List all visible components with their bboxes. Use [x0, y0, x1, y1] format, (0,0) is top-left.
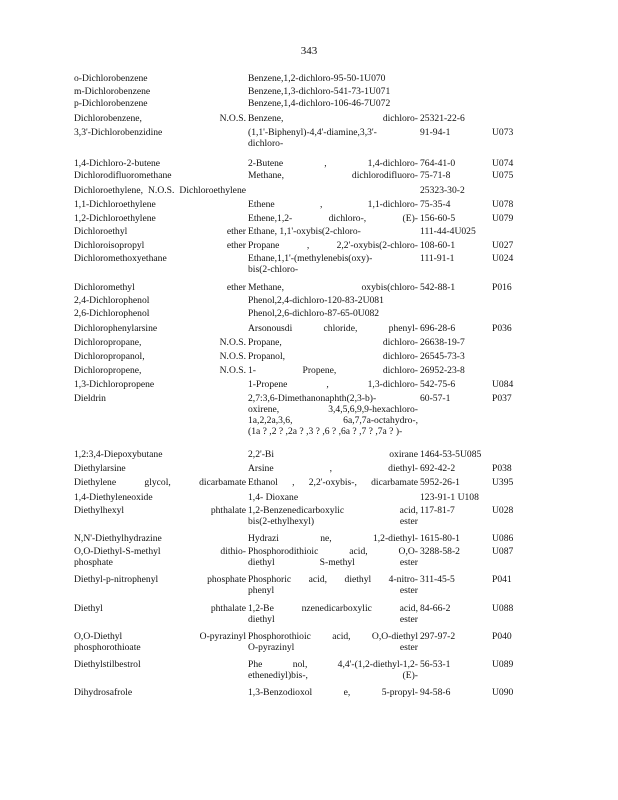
substance-name	[74, 533, 246, 544]
chemical-name	[248, 659, 418, 681]
substance-name-line: p-Dichlorobenzene	[74, 98, 148, 109]
waste-code	[492, 253, 532, 264]
waste-code-line	[492, 449, 532, 460]
cas-number	[420, 86, 488, 97]
substance-name-line: 1,2-Dichloroethylene	[74, 213, 156, 224]
cas-number-line	[420, 98, 488, 109]
waste-code	[492, 213, 532, 224]
substance-name-line: Diethylstilbestrol	[74, 659, 141, 670]
chemical-name-line: 2,2'-Bi oxirane	[248, 449, 418, 460]
cas-number	[420, 185, 488, 196]
chemical-name-line: oxirene, 3,4,5,6,9,9-hexachloro-	[248, 404, 418, 415]
waste-code	[492, 73, 532, 84]
waste-code	[492, 337, 532, 348]
chemical-name	[248, 73, 418, 84]
waste-code-line	[492, 113, 532, 124]
substance-name-line: Dichloropropene, N.O.S.	[74, 365, 246, 376]
cas-number-line: 56-53-1	[420, 659, 451, 670]
substance-name-line: Dichloroethylene, N.O.S. Dichloroethylene	[74, 185, 246, 196]
substance-name-line: Dichloropropanol, N.O.S.	[74, 351, 246, 362]
chemical-name	[248, 185, 418, 196]
chemical-name-line: 1a,2,2a,3,6, 6a,7,7a-octahydro-,	[248, 415, 418, 426]
waste-code	[492, 98, 532, 109]
waste-code-line: P036	[492, 323, 512, 334]
substance-name-line: Diethylhexyl phthalate	[74, 505, 246, 516]
substance-name	[74, 631, 246, 653]
chemical-name-line: dichloro-	[248, 138, 284, 149]
chemical-name-line: Ethene,1,2- dichloro-, (E)-	[248, 213, 418, 224]
cas-number	[420, 463, 488, 474]
chemical-name-line: Phosphorothioic acid, O,O-diethyl	[248, 631, 418, 642]
chemical-name	[248, 98, 418, 109]
chemical-name-line: Ethane, 1,1'-oxybis(2-chloro-	[248, 226, 361, 237]
cas-number	[420, 253, 488, 264]
substance-name-line: Dichloropropane, N.O.S.	[74, 337, 246, 348]
cas-number	[420, 282, 488, 293]
waste-code	[492, 323, 532, 334]
cas-number	[420, 308, 488, 319]
waste-code	[492, 308, 532, 319]
chemical-name	[248, 379, 418, 390]
chemical-name-line: bis(2-chloro-	[248, 264, 299, 275]
substance-name	[74, 687, 246, 698]
cas-number-line: 84-66-2	[420, 603, 451, 614]
cas-number	[420, 98, 488, 109]
waste-code-line: U075	[492, 170, 514, 181]
substance-name-line: Diethylene glycol, dicarbamate	[74, 477, 246, 488]
substance-name-line: Dieldrin	[74, 393, 106, 404]
chemical-name-line: Benzene,1,2-dichloro-95-50-1U070	[248, 73, 386, 84]
chemical-name	[248, 533, 418, 544]
chemical-name-line: Benzene,1,4-dichloro-106-46-7U072	[248, 98, 391, 109]
substance-name	[74, 170, 246, 181]
cas-number-line: 696-28-6	[420, 323, 456, 334]
waste-code-line	[492, 295, 532, 306]
substance-name	[74, 546, 246, 568]
chemical-name-line: (1,1'-Biphenyl)-4,4'-diamine,3,3'-	[248, 127, 377, 138]
cas-number	[420, 492, 488, 503]
waste-code-line: U088	[492, 603, 514, 614]
waste-code	[492, 86, 532, 97]
chemical-name	[248, 337, 418, 348]
cas-number	[420, 477, 488, 488]
waste-code	[492, 659, 532, 670]
substance-name	[74, 574, 246, 585]
substance-name-line: phosphorothioate	[74, 642, 141, 653]
cas-number	[420, 226, 488, 237]
chemical-name	[248, 199, 418, 210]
substance-name	[74, 240, 246, 251]
waste-code	[492, 226, 532, 237]
waste-code-line: U090	[492, 687, 514, 698]
chemical-name-line: (1a ? ,2 ? ,2a ? ,3 ? ,6 ? ,6a ? ,7 ? ,7a ? )-	[248, 426, 403, 437]
substance-name	[74, 477, 246, 488]
cas-number-line: 117-81-7	[420, 505, 455, 516]
cas-number-line	[420, 295, 488, 306]
chemical-name	[248, 505, 418, 527]
substance-name	[74, 295, 246, 306]
substance-name-line: 1,1-Dichloroethylene	[74, 199, 156, 210]
chemical-name-line: 1,2-Be nzenedicarboxylic acid,	[248, 603, 418, 614]
chemical-name-line: Phosphorodithioic acid, O,O-	[248, 546, 418, 557]
cas-number	[420, 158, 488, 169]
substance-name	[74, 98, 246, 109]
waste-code-line: U395	[492, 477, 514, 488]
substance-name-line: Diethyl-p-nitrophenyl phosphate	[74, 574, 246, 585]
substance-name	[74, 505, 246, 516]
substance-name-line: N,N'-Diethylhydrazine	[74, 533, 162, 544]
chemical-name-line: Propane , 2,2'-oxybis(2-chloro-	[248, 240, 418, 251]
chemical-name-line: Ethane,1,1'-(methylenebis(oxy)-	[248, 253, 373, 264]
substance-name-line: Dichloroethyl ether	[74, 226, 246, 237]
waste-code	[492, 393, 532, 404]
chemical-name	[248, 86, 418, 97]
substance-name	[74, 393, 246, 404]
cas-number	[420, 546, 488, 557]
chemical-name-line: 1,3-Benzodioxol e, 5-propyl-	[248, 687, 418, 698]
cas-number-line: 111-91-1	[420, 253, 455, 264]
chemical-name-line: bis(2-ethylhexyl) ester	[248, 516, 418, 527]
waste-code-line: P040	[492, 631, 512, 642]
chemical-name	[248, 477, 418, 488]
cas-number	[420, 199, 488, 210]
waste-code-line: U073	[492, 127, 514, 138]
chemical-name-line: 1,4- Dioxane	[248, 492, 299, 503]
cas-number	[420, 449, 488, 460]
chemical-name-line: Methane, oxybis(chloro-	[248, 282, 418, 293]
cas-number	[420, 393, 488, 404]
cas-number-line: 25323-30-2	[420, 185, 465, 196]
chemical-name-line: Phe nol, 4,4'-(1,2-diethyl-1,2-	[248, 659, 418, 670]
waste-code-line	[492, 351, 532, 362]
cas-number	[420, 603, 488, 614]
chemical-name-line: Methane, dichlorodifluoro-	[248, 170, 418, 181]
waste-code-line: U086	[492, 533, 514, 544]
waste-code-line: P041	[492, 574, 512, 585]
chemical-name	[248, 213, 418, 224]
cas-number-line: 1615-80-1	[420, 533, 460, 544]
chemical-name	[248, 240, 418, 251]
chemical-name	[248, 463, 418, 474]
waste-code-line	[492, 73, 532, 84]
page-number: 343	[300, 45, 318, 57]
waste-code-line: U028	[492, 505, 514, 516]
cas-number-line: 311-45-5	[420, 574, 455, 585]
cas-number-line: 123-91-1 U108	[420, 492, 479, 503]
waste-code-line: P037	[492, 393, 512, 404]
substance-name-line: 1,3-Dichloropropene	[74, 379, 155, 390]
cas-number-line: 5952-26-1	[420, 477, 460, 488]
waste-code	[492, 170, 532, 181]
chemical-name-line: Hydrazi ne, 1,2-diethyl-	[248, 533, 418, 544]
substance-name	[74, 379, 246, 390]
substance-name-line: 1,4-Diethyleneoxide	[74, 492, 153, 503]
waste-code	[492, 379, 532, 390]
cas-number	[420, 323, 488, 334]
cas-number-line: 3288-58-2	[420, 546, 460, 557]
waste-code-line: U084	[492, 379, 514, 390]
waste-code	[492, 631, 532, 642]
waste-code-line	[492, 492, 532, 503]
substance-name	[74, 659, 246, 670]
substance-name-line: Diethyl phthalate	[74, 603, 246, 614]
waste-code-line: P016	[492, 282, 512, 293]
chemical-name-line: 1- Propene, dichloro-	[248, 365, 418, 376]
waste-code	[492, 449, 532, 460]
cas-number-line	[420, 308, 488, 319]
chemical-name	[248, 127, 418, 149]
substance-name	[74, 282, 246, 293]
chemical-name	[248, 323, 418, 334]
chemical-name	[248, 282, 418, 293]
waste-code	[492, 492, 532, 503]
substance-name-line: Dichloromethoxyethane	[74, 253, 167, 264]
substance-name-line: Dichloroisopropyl ether	[74, 240, 246, 251]
cas-number	[420, 379, 488, 390]
waste-code	[492, 533, 532, 544]
cas-number-line: 156-60-5	[420, 213, 456, 224]
substance-name-line: O,O-Diethyl-S-methyl dithio-	[74, 546, 246, 557]
chemical-name-line: 2,7:3,6-Dimethanonaphth(2,3-b)-	[248, 393, 377, 404]
cas-number	[420, 127, 488, 138]
cas-number-line: 108-60-1	[420, 240, 456, 251]
cas-number-line: 26638-19-7	[420, 337, 465, 348]
waste-code-line	[492, 226, 532, 237]
cas-number-line: 692-42-2	[420, 463, 456, 474]
waste-code	[492, 477, 532, 488]
cas-number-line: 60-57-1	[420, 393, 451, 404]
cas-number-line	[420, 73, 488, 84]
substance-name	[74, 463, 246, 474]
waste-code-line: U078	[492, 199, 514, 210]
chemical-name-line: Arsine , diethyl-	[248, 463, 418, 474]
chemical-name	[248, 546, 418, 568]
waste-code-line	[492, 308, 532, 319]
chemical-name	[248, 365, 418, 376]
cas-number-line: 94-58-6	[420, 687, 451, 698]
waste-code-line: U087	[492, 546, 514, 557]
chemical-name	[248, 492, 418, 503]
substance-name	[74, 253, 246, 264]
chemical-name	[248, 351, 418, 362]
chemical-name	[248, 687, 418, 698]
cas-number	[420, 533, 488, 544]
chemical-name-line: Ethanol , 2,2'-oxybis-, dicarbamate	[248, 477, 418, 488]
substance-name	[74, 199, 246, 210]
substance-name	[74, 185, 246, 196]
substance-name	[74, 492, 246, 503]
waste-code	[492, 365, 532, 376]
cas-number-line: 542-88-1	[420, 282, 456, 293]
substance-name	[74, 113, 246, 124]
cas-number-line	[420, 86, 488, 97]
substance-name-line: Dichlorophenylarsine	[74, 323, 158, 334]
waste-code-line: P038	[492, 463, 512, 474]
waste-code	[492, 185, 532, 196]
cas-number	[420, 213, 488, 224]
waste-code	[492, 687, 532, 698]
waste-code	[492, 158, 532, 169]
cas-number-line: 75-35-4	[420, 199, 451, 210]
cas-number	[420, 337, 488, 348]
chemical-name-line: Arsonousdi chloride, phenyl-	[248, 323, 418, 334]
substance-name	[74, 73, 246, 84]
cas-number	[420, 73, 488, 84]
waste-code-line	[492, 365, 532, 376]
waste-code-line: U079	[492, 213, 514, 224]
cas-number	[420, 631, 488, 642]
substance-name-line: 2,6-Dichlorophenol	[74, 308, 150, 319]
chemical-name	[248, 226, 418, 237]
cas-number-line: 111-44-4U025	[420, 226, 476, 237]
substance-name-line: O,O-Diethyl O-pyrazinyl	[74, 631, 246, 642]
substance-name-line: Dichlorobenzene, N.O.S.	[74, 113, 246, 124]
waste-code	[492, 546, 532, 557]
chemical-name	[248, 631, 418, 653]
waste-code	[492, 113, 532, 124]
substance-name	[74, 127, 246, 138]
cas-number-line: 26545-73-3	[420, 351, 465, 362]
substance-name	[74, 603, 246, 614]
cas-number	[420, 170, 488, 181]
waste-code	[492, 199, 532, 210]
substance-name-line: Diethylarsine	[74, 463, 126, 474]
substance-name	[74, 86, 246, 97]
waste-code-line: U089	[492, 659, 514, 670]
chemical-name	[248, 253, 418, 275]
cas-number	[420, 351, 488, 362]
chemical-name-line	[248, 185, 418, 196]
chemical-name-line: Phenol,2,6-dichloro-87-65-0U082	[248, 308, 380, 319]
cas-number	[420, 687, 488, 698]
waste-code	[492, 240, 532, 251]
chemical-name-line: 1,2-Benzenedicarboxylic acid,	[248, 505, 418, 516]
cas-number	[420, 659, 488, 670]
cas-number-line: 26952-23-8	[420, 365, 465, 376]
substance-name	[74, 365, 246, 376]
chemical-name-line: 2-Butene , 1,4-dichloro-	[248, 158, 418, 169]
substance-name-line: m-Dichlorobenzene	[74, 86, 151, 97]
substance-name-line: 1,2:3,4-Diepoxybutane	[74, 449, 163, 460]
substance-name-line: Dichloromethyl ether	[74, 282, 246, 293]
substance-name-line: Dihydrosafrole	[74, 687, 133, 698]
chemical-name	[248, 603, 418, 625]
waste-code-line: U024	[492, 253, 514, 264]
waste-code-line	[492, 185, 532, 196]
chemical-name-line: Ethene , 1,1-dichloro-	[248, 199, 418, 210]
cas-number-line: 25321-22-6	[420, 113, 465, 124]
substance-name	[74, 158, 246, 169]
cas-number	[420, 240, 488, 251]
chemical-name	[248, 158, 418, 169]
waste-code	[492, 505, 532, 516]
waste-code-line	[492, 98, 532, 109]
cas-number-line: 542-75-6	[420, 379, 456, 390]
substance-name	[74, 337, 246, 348]
chemical-name-line: O-pyrazinyl ester	[248, 642, 418, 653]
waste-code-line: U074	[492, 158, 514, 169]
substance-name-line: o-Dichlorobenzene	[74, 73, 148, 84]
substance-name	[74, 308, 246, 319]
substance-name-line: phosphate	[74, 557, 113, 568]
chemical-name-line: diethyl S-methyl ester	[248, 557, 418, 568]
substance-name	[74, 449, 246, 460]
chemical-name-line: Propane, dichloro-	[248, 337, 418, 348]
cas-number	[420, 574, 488, 585]
chemical-name-line: Phosphoric acid, diethyl 4-nitro-	[248, 574, 418, 585]
chemical-name	[248, 574, 418, 596]
chemical-name-line: ethenediyl)bis-, (E)-	[248, 670, 418, 681]
waste-code	[492, 574, 532, 585]
waste-code-line: U027	[492, 240, 514, 251]
chemical-name	[248, 113, 418, 124]
chemical-name	[248, 308, 418, 319]
waste-code	[492, 282, 532, 293]
cas-number	[420, 113, 488, 124]
cas-number-line: 1464-53-5U085	[420, 449, 482, 460]
chemical-name	[248, 295, 418, 306]
cas-number	[420, 295, 488, 306]
cas-number-line: 764-41-0	[420, 158, 456, 169]
waste-code-line	[492, 86, 532, 97]
waste-code	[492, 603, 532, 614]
chemical-name-line: diethyl ester	[248, 614, 418, 625]
substance-name-line: Dichlorodifluoromethane	[74, 170, 172, 181]
substance-name	[74, 323, 246, 334]
chemical-name-line: 1-Propene , 1,3-dichloro-	[248, 379, 418, 390]
chemical-name	[248, 449, 418, 460]
waste-code	[492, 295, 532, 306]
substance-name	[74, 213, 246, 224]
substance-name-line: 3,3'-Dichlorobenzidine	[74, 127, 163, 138]
cas-number-line: 91-94-1	[420, 127, 451, 138]
chemical-name-line: phenyl ester	[248, 585, 418, 596]
substance-name-line: 1,4-Dichloro-2-butene	[74, 158, 161, 169]
chemical-name-line: Phenol,2,4-dichloro-120-83-2U081	[248, 295, 384, 306]
cas-number	[420, 365, 488, 376]
waste-code	[492, 463, 532, 474]
waste-code-line	[492, 337, 532, 348]
waste-code	[492, 351, 532, 362]
chemical-name	[248, 393, 418, 437]
substance-name	[74, 351, 246, 362]
waste-code	[492, 127, 532, 138]
chemical-name-line: Benzene,1,3-dichloro-541-73-1U071	[248, 86, 391, 97]
chemical-name-line: Benzene, dichloro-	[248, 113, 418, 124]
chemical-name	[248, 170, 418, 181]
substance-name-line: 2,4-Dichlorophenol	[74, 295, 150, 306]
cas-number	[420, 505, 488, 516]
cas-number-line: 297-97-2	[420, 631, 456, 642]
chemical-name-line: Propanol, dichloro-	[248, 351, 418, 362]
cas-number-line: 75-71-8	[420, 170, 451, 181]
substance-name	[74, 226, 246, 237]
